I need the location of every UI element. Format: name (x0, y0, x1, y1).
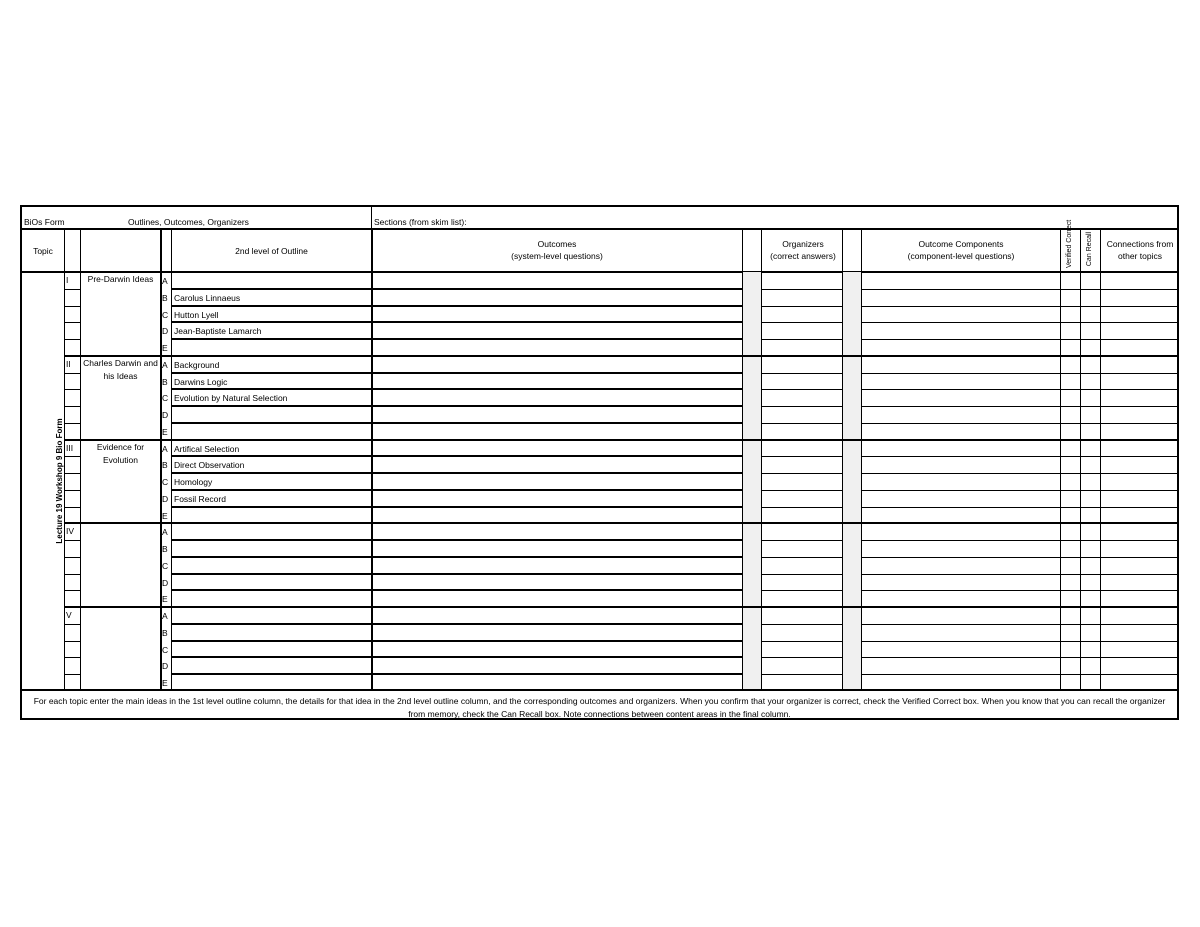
second-level-entry[interactable]: Jean-Baptiste Lamarch (174, 326, 262, 337)
components-header: Outcome Components (component-level questions) (907, 239, 1015, 261)
second-level-entry[interactable]: Evolution by Natural Selection (174, 393, 288, 404)
sub-letter: A (162, 527, 168, 538)
sub-letter: D (162, 493, 169, 504)
topic-numeral: IV (66, 526, 75, 537)
form-title: Outlines, Outcomes, Organizers (128, 217, 249, 227)
second-level-entry[interactable]: Direct Observation (174, 460, 245, 471)
sub-letter: A (162, 443, 168, 454)
sub-letter: D (162, 661, 169, 672)
form-label: BiOs Form (24, 217, 65, 227)
sub-letter: C (162, 309, 169, 320)
second-level-entry[interactable]: Carolus Linnaeus (174, 292, 241, 303)
connections-header: Connections from other topics (1106, 239, 1174, 261)
sub-letter: E (162, 510, 168, 521)
sub-letter: B (162, 292, 168, 303)
bio-form-sheet (20, 205, 1179, 720)
second-level-header: 2nd level of Outline (235, 246, 308, 256)
sub-letter: A (162, 359, 168, 370)
organizers-header: Organizers (correct answers) (770, 239, 836, 261)
sub-letter: E (162, 678, 168, 688)
can-recall-header: Can Recall (1086, 231, 1093, 267)
second-level-entry[interactable]: Homology (174, 477, 213, 487)
lecture-label: Lecture 19 Workshop 9 Bio Form (55, 418, 64, 544)
sub-letter: B (162, 544, 168, 554)
first-level-idea[interactable]: Charles Darwin and his Ideas (83, 357, 158, 381)
instructions-footer: For each topic enter the main ideas in the 1st level outline column, the details for that idea in the 2nd level outline column, and the corresponding outcomes and organizers. When you confirm that your organizer is correct, check the Verified Correct box. When you know that you can recall the organizer from memory, check the Can Recall box. Note connections between content areas in the final column. (33, 696, 1166, 719)
sub-letter: E (162, 594, 168, 605)
sub-letter: A (162, 276, 168, 286)
verified-header: Verified Correct (1066, 219, 1073, 268)
second-level-entry[interactable]: Darwins Logic (174, 376, 228, 387)
sub-letter: A (162, 611, 168, 621)
sub-letter: D (162, 326, 169, 337)
sub-letter: D (162, 410, 169, 420)
sub-letter: C (162, 393, 169, 404)
sub-letter: B (162, 376, 168, 387)
sub-letter: D (162, 577, 169, 588)
topic-header: Topic (33, 246, 53, 256)
second-level-entry[interactable]: Fossil Record (174, 493, 226, 504)
sub-letter: B (162, 627, 168, 638)
topic-numeral: V (66, 610, 72, 620)
first-level-idea[interactable]: Evidence for Evolution (96, 441, 145, 465)
outcomes-header: Outcomes (system-level questions) (511, 239, 603, 261)
topic-numeral: II (66, 358, 71, 369)
sub-letter: C (162, 560, 169, 571)
second-level-entry[interactable]: Artifical Selection (174, 443, 240, 454)
topic-numeral: III (66, 442, 74, 453)
sub-letter: C (162, 477, 169, 487)
first-level-idea[interactable]: Pre-Darwin Ideas (87, 274, 154, 284)
sub-letter: E (162, 426, 168, 437)
sub-letter: B (162, 460, 168, 471)
second-level-entry[interactable]: Hutton Lyell (174, 309, 219, 320)
topic-numeral: I (66, 275, 69, 285)
sub-letter: E (162, 343, 168, 353)
sections-label: Sections (from skim list): (374, 217, 467, 227)
second-level-entry[interactable]: Background (174, 359, 220, 370)
sub-letter: C (162, 644, 169, 655)
